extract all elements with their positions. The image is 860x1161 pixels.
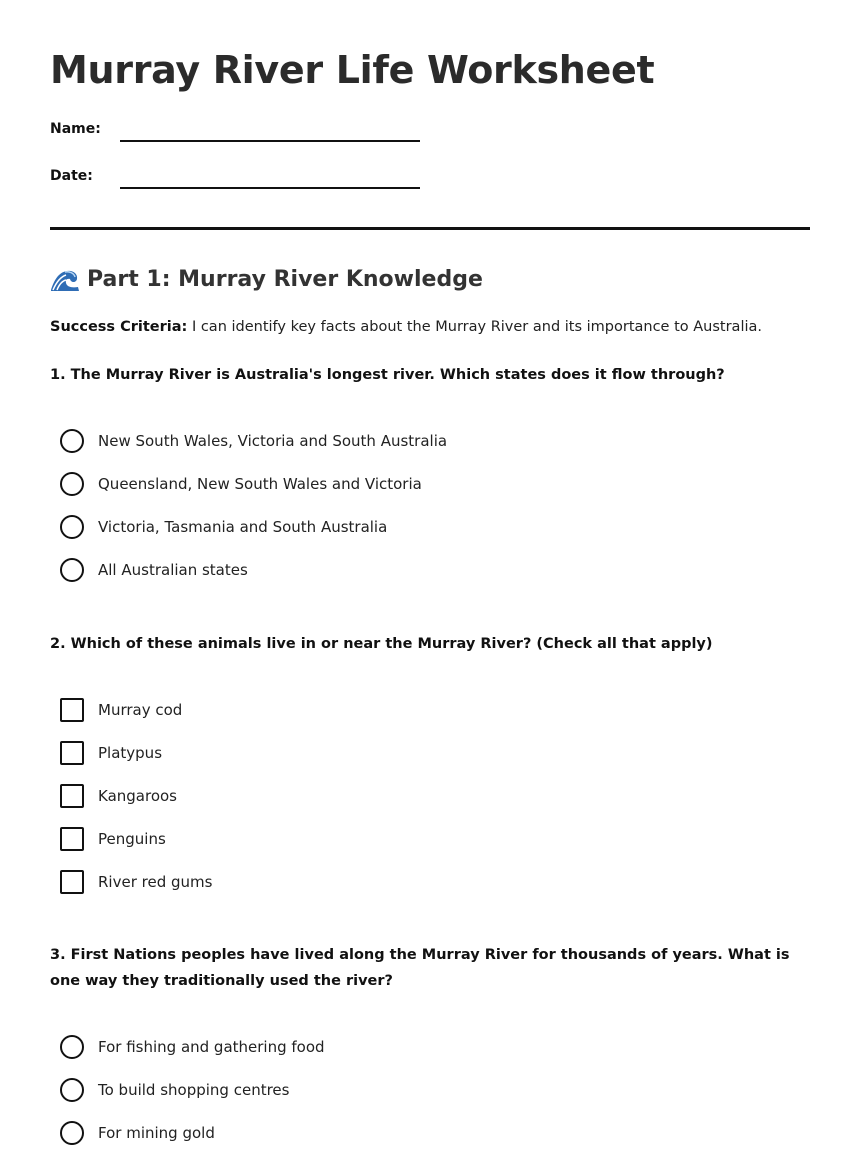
checkbox[interactable]	[60, 870, 84, 894]
question-3-text: 3. First Nations peoples have lived along the Murray River for thousands of years. What is one way they traditionally used the river?	[50, 947, 790, 989]
question-1-option[interactable]	[60, 471, 760, 497]
question-3-option[interactable]	[60, 1120, 760, 1146]
option-label: Queensland, New South Wales and Victoria	[98, 475, 422, 493]
name-input-line[interactable]	[120, 140, 420, 142]
radio-button[interactable]	[60, 1078, 84, 1102]
radio-button[interactable]	[60, 515, 84, 539]
option-label: For mining gold	[98, 1124, 215, 1142]
question-2-option[interactable]	[60, 783, 760, 809]
option-label: All Australian states	[98, 561, 248, 579]
question-1-option[interactable]	[60, 514, 760, 540]
wave-icon	[50, 266, 80, 292]
part1-heading	[50, 266, 483, 292]
date-label: Date:	[50, 168, 93, 184]
success-criteria-label: Success Criteria:	[50, 319, 188, 335]
question-2-text: 2. Which of these animals live in or near the Murray River? (Check all that apply)	[50, 636, 713, 652]
option-label: Victoria, Tasmania and South Australia	[98, 518, 388, 536]
name-label: Name:	[50, 121, 101, 137]
radio-button[interactable]	[60, 558, 84, 582]
question-2-option[interactable]	[60, 740, 760, 766]
date-input-line[interactable]	[120, 187, 420, 189]
option-label: New South Wales, Victoria and South Australia	[98, 432, 448, 450]
part1-heading-text: Part 1: Murray River Knowledge	[87, 266, 483, 292]
question-2-option[interactable]	[60, 826, 760, 852]
date-field-row	[50, 168, 470, 194]
worksheet-title: Murray River Life Worksheet	[50, 48, 655, 92]
question-1-option[interactable]	[60, 428, 760, 454]
success-criteria	[50, 319, 762, 335]
question-2-option[interactable]	[60, 697, 760, 723]
checkbox[interactable]	[60, 784, 84, 808]
checkbox[interactable]	[60, 698, 84, 722]
checkbox[interactable]	[60, 827, 84, 851]
question-1-option[interactable]	[60, 557, 760, 583]
name-field-row	[50, 121, 470, 147]
option-label: Platypus	[98, 744, 163, 762]
option-label: Kangaroos	[98, 787, 177, 805]
question-1-text: 1. The Murray River is Australia's longest river. Which states does it flow through?	[50, 367, 725, 383]
header-divider	[50, 227, 810, 230]
radio-button[interactable]	[60, 429, 84, 453]
question-3-option[interactable]	[60, 1034, 760, 1060]
success-criteria-text: I can identify key facts about the Murray River and its importance to Australia.	[187, 319, 762, 335]
option-label: Murray cod	[98, 701, 183, 719]
option-label: River red gums	[98, 873, 213, 891]
checkbox[interactable]	[60, 741, 84, 765]
radio-button[interactable]	[60, 1121, 84, 1145]
option-label: For fishing and gathering food	[98, 1038, 325, 1056]
question-2-option[interactable]	[60, 869, 760, 895]
radio-button[interactable]	[60, 1035, 84, 1059]
radio-button[interactable]	[60, 472, 84, 496]
option-label: Penguins	[98, 830, 166, 848]
question-3-option[interactable]	[60, 1077, 760, 1103]
option-label: To build shopping centres	[98, 1081, 290, 1099]
